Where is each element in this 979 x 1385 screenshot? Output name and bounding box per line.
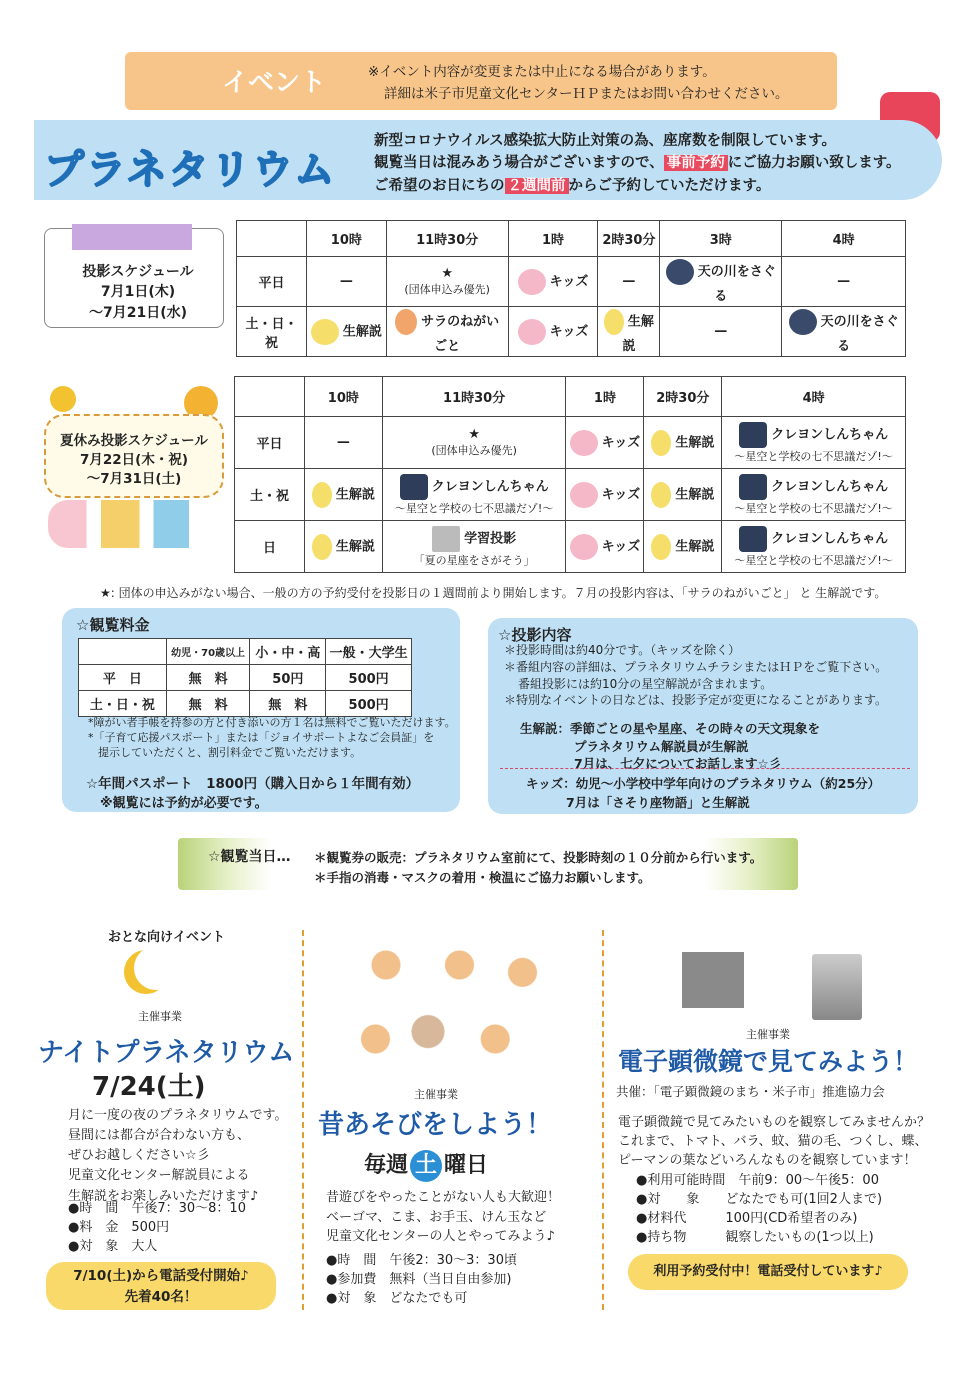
star-mark: ★ (441, 266, 454, 281)
night-d1: 月に一度の夜のプラネタリウムです。 (68, 1108, 288, 1123)
star-icon (312, 534, 332, 560)
live-label: 生解説 (622, 314, 654, 354)
live-label: 生解説 (675, 435, 715, 450)
empty-cell (237, 221, 307, 257)
kids-label: キッズ (549, 324, 589, 339)
pass-note: ※観覧には予約が必要です。 (100, 796, 268, 811)
shinchan-icon (739, 422, 767, 448)
milky-cell (782, 307, 906, 357)
fee-row-label: 平 日 (79, 665, 167, 691)
live-label: 生解説 (675, 487, 715, 502)
micro-info (636, 1172, 882, 1247)
kids-label: キッズ (549, 274, 589, 289)
milky-label: 天の川をさぐる (820, 314, 899, 354)
milky-cell (660, 257, 782, 307)
live-cell (644, 469, 722, 521)
line2-highlight: 事前予約 (664, 155, 728, 171)
header-cell: 11時30分 (382, 377, 566, 417)
shin-cell (722, 521, 906, 573)
live-label: 生解説 (335, 539, 375, 554)
header-cell: 3時 (660, 221, 782, 257)
live-cell (304, 521, 382, 573)
study-sub: 「夏の星座をさがそう」 (413, 553, 535, 567)
live-cell (306, 307, 386, 357)
fee-cell: 50円 (250, 665, 326, 691)
header-cell: 4時 (722, 377, 906, 417)
header-cell: 1時 (508, 221, 598, 257)
play-info (326, 1252, 517, 1309)
group-note: (団体申込み優先) (431, 444, 517, 457)
micro-title: 電子顕微鏡で見てみよう！ (618, 1047, 919, 1076)
fees-note3: 提示していただくと、割引料金でご覧いただけます。 (98, 745, 362, 759)
sunflower-icon (50, 386, 76, 412)
night-host: 主催事業 (138, 1010, 182, 1023)
kids-cell (508, 307, 598, 357)
micro-host: 主催事業 (746, 1028, 790, 1041)
star-icon (604, 309, 624, 335)
play-i3: ●対 象 どなたでも可 (326, 1290, 468, 1306)
telescope-icon (432, 526, 460, 552)
milky-label: 天の川をさぐる (697, 264, 776, 304)
night-i2: ●料 金 500円 (68, 1219, 170, 1235)
night-call1: 7/10(土)から電話受付開始♪ (73, 1268, 249, 1284)
star-tape-decoration (72, 224, 192, 250)
live-label: 生解説 (675, 539, 715, 554)
shin-cell (382, 469, 566, 521)
content-l2: ＊番組内容の詳細は、プラネタリウムチラシまたはＨＰをご覧下さい。 (504, 659, 888, 674)
header-cell: 1時 (566, 377, 644, 417)
night-d4: 児童文化センター解説員による (68, 1168, 250, 1184)
star-icon (651, 482, 671, 508)
planetarium-line2 (374, 152, 954, 174)
row-label: 平日 (235, 417, 305, 469)
content-title: ☆投影内容 (498, 626, 572, 644)
play-i1: ●時 間 午後2：30～3：30頃 (326, 1253, 517, 1268)
shin-title: クレヨンしんちゃん (431, 479, 549, 494)
empty-cell (235, 377, 305, 417)
night-tag: おとな向けイベント (108, 930, 226, 945)
live2: プラネタリウム解説員が生解説 (574, 738, 749, 754)
kids1: キッズ：幼児～小学校中学年向けのプラネタリウム（約25分） (526, 776, 881, 791)
shinchan-icon (739, 526, 767, 552)
micro-co: 共催：「電子顕微鏡のまち・米子市」推進協力会 (616, 1084, 885, 1099)
live-cell (598, 307, 660, 357)
fee-cell: 無 料 (166, 691, 250, 717)
event-banner-note2: 詳細は米子市児童文化センターＨＰまたはお問い合わせください。 (384, 86, 789, 102)
dash-cell: — (306, 257, 386, 307)
fees-note2: *「子育て応援パスポート」または「ジョイサポートよなご会員証」を (88, 730, 435, 744)
fees-note1: *障がい者手帳を持参の方と付き添いの方１名は無料でご覧いただけます。 (88, 716, 456, 729)
kids-label: キッズ (601, 487, 641, 502)
star-icon (312, 482, 332, 508)
header-cell: 10時 (306, 221, 386, 257)
kids-icon (570, 430, 598, 456)
night-call-box (46, 1262, 276, 1310)
dash-cell: — (782, 257, 906, 307)
kids-icon (518, 269, 546, 295)
shinchan-icon (739, 474, 767, 500)
fees-notes (88, 716, 458, 761)
play-every-a: 毎週 (364, 1153, 409, 1178)
kids-cell (508, 257, 598, 307)
planetarium-title: プラネタリウム (44, 147, 337, 193)
night-date: 7/24(土) (92, 1072, 206, 1102)
kids-icon (570, 482, 598, 508)
microscope-icon (812, 954, 862, 1020)
annual-pass: ☆年間パスポート 1800円（購入日から１年間有効） (86, 776, 420, 792)
content-lines (504, 642, 914, 709)
night-call2: 先着40名！ (124, 1288, 198, 1305)
fee-cell: 無 料 (250, 691, 326, 717)
star-mark: ★ (468, 427, 480, 442)
shin-title: クレヨンしんちゃん (771, 479, 889, 494)
schedule1-label (58, 262, 218, 323)
kids-label: キッズ (601, 435, 641, 450)
play-desc (326, 1188, 560, 1247)
children-playing-illustration (344, 928, 554, 1076)
row-label: 土・日・祝 (237, 307, 307, 357)
schedule2-range1: 7月22日(木・祝) (79, 451, 189, 468)
sara-cell (386, 307, 508, 357)
header-cell: 11時30分 (386, 221, 508, 257)
milky-way-icon (666, 259, 694, 285)
shin-sub: ～星空と学校の七不思議だゾ!～ (394, 501, 554, 515)
line3-b: からご予約していただけます。 (568, 177, 771, 194)
content-l1: ＊投影時間は約40分です。（キッズを除く） (504, 643, 741, 657)
shin-sub: ～星空と学校の七不思議だゾ!～ (734, 501, 893, 515)
night-d3: ぜひお越しください☆彡 (68, 1148, 210, 1164)
content-l4: ＊特別なイベントの日などは、投影予定が変更になることがあります。 (504, 693, 888, 708)
star-icon (311, 319, 339, 345)
schedule1-title: 投影スケジュール (82, 264, 194, 280)
night-d2: 昼間には都合が合わない方も、 (68, 1128, 251, 1144)
header-cell: 2時30分 (644, 377, 722, 417)
dayof-l2: ＊手指の消毒・マスクの着用・検温にご協力お願いします。 (314, 870, 651, 885)
line3-highlight: ２週間前 (505, 178, 569, 194)
play-d2: ベーゴマ、こま、お手玉、けん玉など (326, 1209, 547, 1225)
shin-cell (722, 417, 906, 469)
play-day-badge: 土 (410, 1150, 442, 1182)
insect-photo (682, 952, 744, 1008)
kids-cell (566, 469, 644, 521)
micro-d1: 電子顕微鏡で見てみたいものを観察してみませんか？ (618, 1115, 931, 1130)
schedule1-range1: 7月1日(木) (100, 284, 176, 301)
event-banner-label: イベント (222, 68, 327, 98)
night-desc (68, 1106, 287, 1207)
kids-cell (566, 417, 644, 469)
planetarium-notice (374, 130, 954, 197)
content-l3: 番組投影には約10分の星空解説が含まれます。 (518, 676, 773, 691)
shin-title: クレヨンしんちゃん (771, 531, 889, 546)
kids-illustration (48, 500, 224, 548)
fee-cell: 500円 (326, 691, 412, 717)
sara-label: サラのねがいごと (421, 314, 500, 354)
kids-cell (566, 521, 644, 573)
schedule2-label (48, 432, 220, 489)
header-cell: 10時 (304, 377, 382, 417)
play-host: 主催事業 (414, 1088, 458, 1101)
micro-desc (618, 1114, 930, 1171)
group-cell (382, 417, 566, 469)
dash-cell: — (304, 417, 382, 469)
group-note: (団体申込み優先) (404, 283, 490, 296)
live1: 生解説：季節ごとの星や星座、その時々の天文現象を (520, 721, 821, 736)
micro-d2: これまで、トマト、バラ、蚊、猫の毛、つくし、蝶、 (618, 1133, 928, 1149)
star-icon (651, 430, 671, 456)
empty-cell (79, 639, 167, 665)
kids-explain (526, 774, 880, 813)
night-title: ナイトプラネタリウム (38, 1038, 295, 1068)
kids2: 7月は「さそり座物語」と生解説 (566, 795, 750, 811)
kids-label: キッズ (601, 539, 641, 554)
micro-d3: ピーマンの葉などいろんなものを観察しています！ (618, 1152, 917, 1168)
live-cell (644, 417, 722, 469)
live-label: 生解説 (335, 487, 375, 502)
fee-cell: 500円 (326, 665, 412, 691)
play-d3: 児童文化センターの人とやってみよう♪ (326, 1229, 555, 1244)
girl-icon (395, 309, 417, 335)
dayof-lines (314, 848, 762, 888)
kids-icon (570, 534, 598, 560)
column-divider (302, 930, 304, 1310)
planetarium-line1: 新型コロナウイルス感染拡大防止対策の為、座席数を制限しています。 (374, 133, 836, 149)
row-label: 日 (235, 521, 305, 573)
fee-col-header: 幼児・70歳以上 (166, 639, 250, 665)
night-d5: 生解説をお楽しみいただけます♪ (68, 1188, 259, 1204)
schedule1-range2: ～7月21日(水) (88, 304, 188, 321)
micro-i3: ●材料代 100円(CD希望者のみ) (636, 1210, 858, 1226)
shin-sub: ～星空と学校の七不思議だゾ!～ (734, 553, 893, 567)
event-banner-note1: ※イベント内容が変更または中止になる場合があります。 (368, 64, 716, 80)
play-schedule (364, 1148, 488, 1182)
play-d1: 昔遊びをやったことがない人も大歓迎！ (326, 1190, 561, 1205)
study-cell (382, 521, 566, 573)
study-title: 学習投影 (464, 531, 517, 546)
column-divider (602, 930, 604, 1310)
milky-way-icon (789, 309, 817, 335)
planetarium-line3 (374, 175, 954, 197)
line2-a: 観覧当日は混みあう場合がございますので、 (374, 155, 664, 172)
shin-title: クレヨンしんちゃん (771, 427, 889, 442)
dayof-l1: ＊観覧券の販売：プラネタリウム室前にて、投影時刻の１０分前から行います。 (314, 850, 763, 865)
schedule2-table (234, 376, 906, 573)
shin-sub: ～星空と学校の七不思議だゾ!～ (734, 449, 893, 463)
content-divider (500, 768, 910, 769)
live-label: 生解説 (342, 324, 382, 339)
schedule-footnote: ★: 団体の申込みがない場合、一般の方の予約受付を投影日の１週間前より開始します。７月の投影内容は、「サラのねがいごと」 と 生解説です。 (100, 586, 887, 600)
dash-cell: — (660, 307, 782, 357)
micro-call-box: 利用予約受付中！電話受付しています♪ (628, 1254, 908, 1290)
micro-i2: ●対 象 どなたでも可(1回2人まで) (636, 1191, 883, 1207)
row-label: 平日 (237, 257, 307, 307)
line2-b: にご協力お願い致します。 (727, 155, 901, 172)
fees-title: ☆観覧料金 (76, 616, 150, 634)
fee-col-header: 一般・大学生 (326, 639, 412, 665)
night-info (68, 1200, 246, 1257)
schedule1-table (236, 220, 906, 357)
live3: 7月は、七夕についてお話します☆彡 (574, 756, 782, 771)
header-cell: 2時30分 (598, 221, 660, 257)
fee-cell: 無 料 (166, 665, 250, 691)
header-cell: 4時 (782, 221, 906, 257)
live-cell (304, 469, 382, 521)
dayof-label: ☆観覧当日… (208, 849, 291, 865)
play-every-b: 曜日 (444, 1153, 489, 1178)
moon-icon (134, 946, 178, 990)
micro-i4: ●持ち物 観察したいもの(1つ以上) (636, 1229, 874, 1245)
row-label: 土・祝 (235, 469, 305, 521)
live-explain (520, 720, 820, 773)
kids-icon (518, 319, 546, 345)
micro-i1: ●利用可能時間 午前9：00～午後5：00 (636, 1173, 879, 1188)
star-icon (651, 534, 671, 560)
fees-table (78, 638, 412, 717)
fee-col-header: 小・中・高 (250, 639, 326, 665)
live-cell (644, 521, 722, 573)
night-i3: ●対 象 大人 (68, 1238, 158, 1254)
group-cell (386, 257, 508, 307)
play-i2: ●参加費 無料（当日自由参加) (326, 1271, 512, 1287)
schedule2-title: 夏休み投影スケジュール (60, 433, 208, 449)
play-title: 昔あそびをしよう！ (318, 1110, 553, 1140)
night-i1: ●時 間 午後7：30～8：10 (68, 1201, 246, 1216)
shin-cell (722, 469, 906, 521)
shinchan-icon (400, 474, 428, 500)
fee-row-label: 土・日・祝 (79, 691, 167, 717)
line3-a: ご希望のお日にちの (374, 177, 505, 194)
schedule2-range2: ～7月31日(土) (86, 470, 182, 487)
dash-cell: — (598, 257, 660, 307)
